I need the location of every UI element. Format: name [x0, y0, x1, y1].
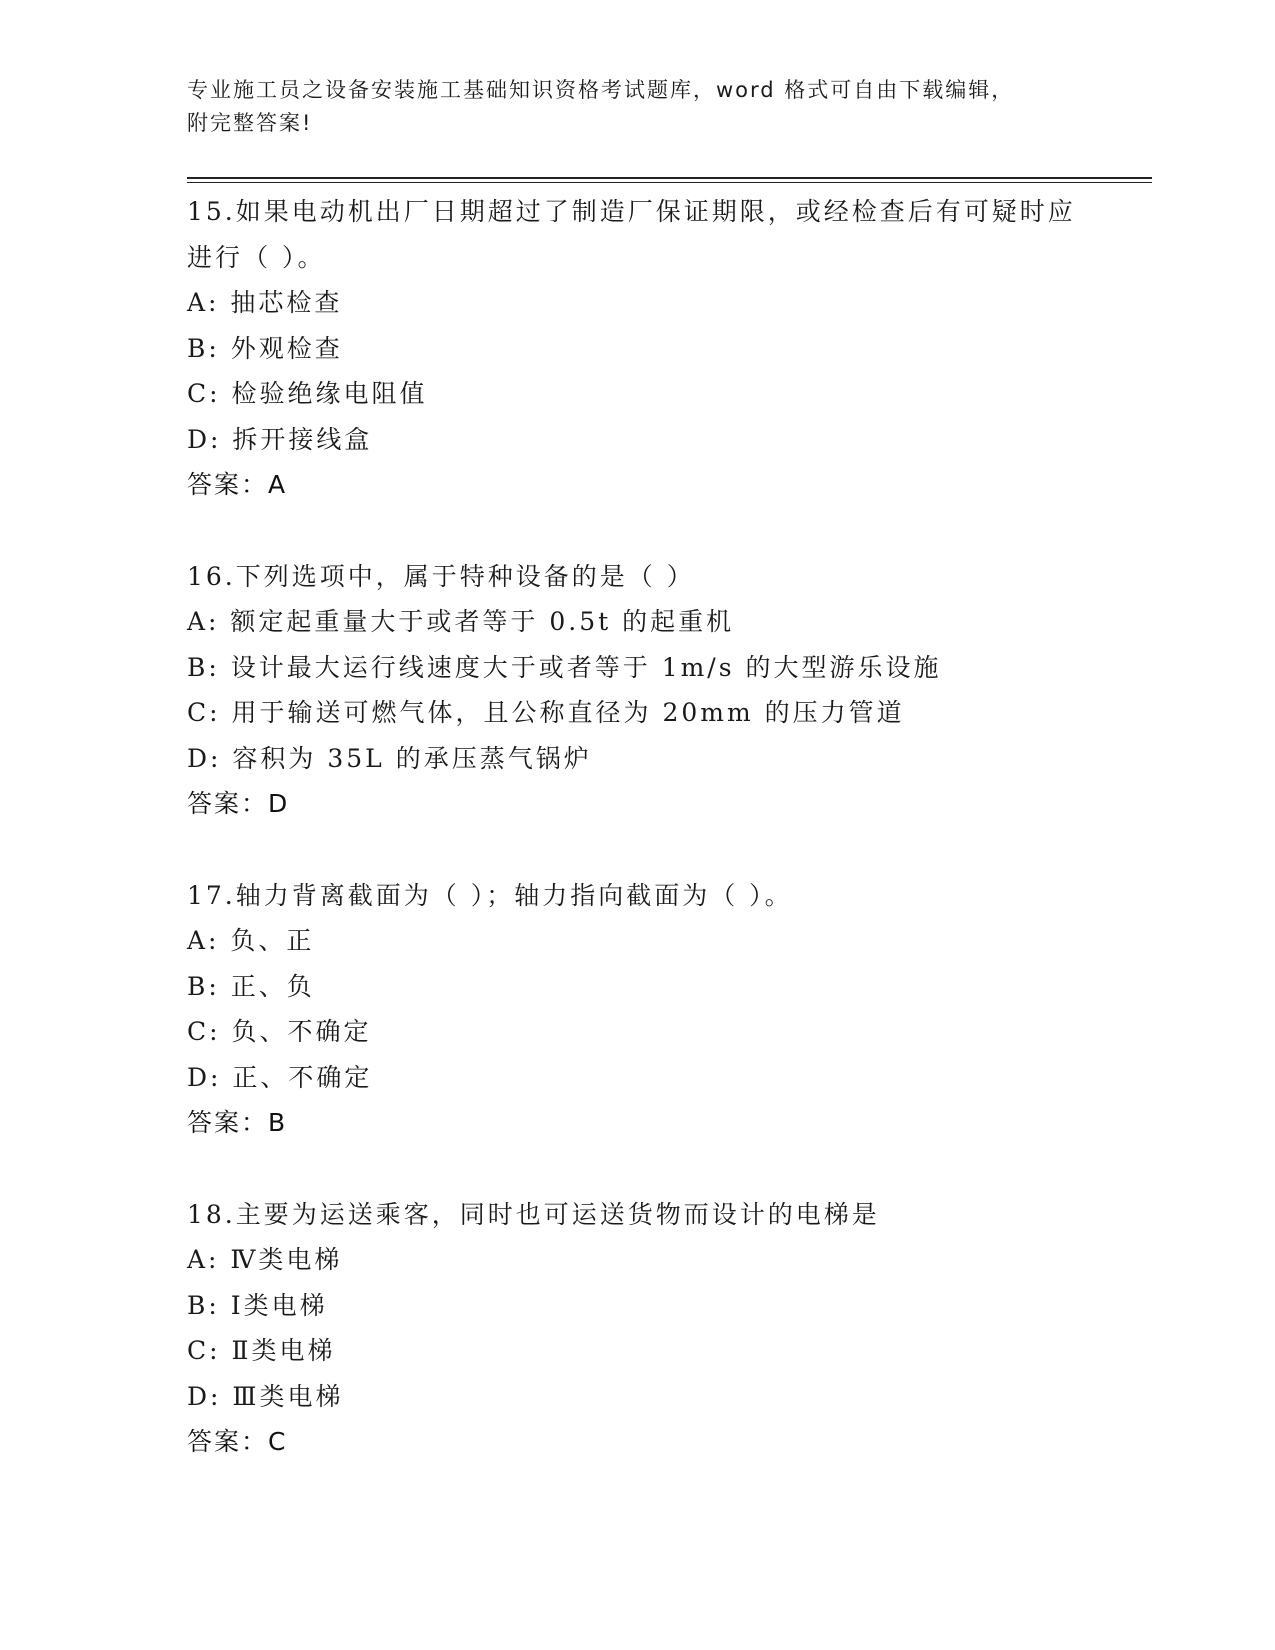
header-divider-thin — [187, 182, 1152, 183]
question-stem: 18.主要为运送乘客，同时也可运送货物而设计的电梯是 — [187, 1199, 880, 1229]
question-list — [187, 189, 1152, 1511]
option-a: A: Ⅳ类电梯 — [187, 1245, 343, 1274]
answer-label: 答案：B — [187, 1108, 288, 1137]
option-b: B: 正、负 — [187, 971, 315, 1001]
answer-label: 答案：A — [187, 470, 288, 499]
option-d: D: 容积为 35L 的承压蒸气锅炉 — [187, 743, 592, 773]
question-17 — [187, 873, 1152, 1146]
header-line-2: 附完整答案! — [187, 111, 313, 135]
option-a: A: 负、正 — [187, 926, 315, 955]
question-stem: 15.如果电动机出厂日期超过了制造厂保证期限，或经检查后有可疑时应进行（ ）。 — [187, 197, 1076, 272]
answer-label: 答案：D — [187, 789, 290, 818]
option-c: C: Ⅱ类电梯 — [187, 1336, 336, 1365]
option-d: D: 正、不确定 — [187, 1062, 373, 1092]
question-18 — [187, 1192, 1152, 1465]
question-15 — [187, 189, 1152, 508]
option-d: D: Ⅲ类电梯 — [187, 1381, 344, 1411]
header-line-1: 专业施工员之设备安装施工基础知识资格考试题库，word 格式可自由下载编辑， — [187, 78, 1015, 102]
option-c: C: 负、不确定 — [187, 1017, 372, 1046]
answer-label: 答案：C — [187, 1427, 288, 1456]
option-d: D: 拆开接线盒 — [187, 424, 373, 454]
header-divider-thick — [187, 177, 1152, 179]
option-c: C: 用于输送可燃气体，且公称直径为 20mm 的压力管道 — [187, 698, 905, 727]
option-c: C: 检验绝缘电阻值 — [187, 379, 428, 408]
option-b: B: 设计最大运行线速度大于或者等于 1m/s 的大型游乐设施 — [187, 652, 942, 682]
option-a: A: 额定起重量大于或者等于 0.5t 的起重机 — [187, 607, 735, 636]
document-header — [187, 74, 1067, 140]
question-stem: 16.下列选项中，属于特种设备的是（ ） — [187, 561, 695, 591]
option-a: A: 抽芯检查 — [187, 288, 343, 317]
question-16 — [187, 554, 1152, 827]
option-b: B: Ⅰ类电梯 — [187, 1290, 328, 1320]
option-b: B: 外观检查 — [187, 333, 343, 363]
question-stem: 17.轴力背离截面为（ ）；轴力指向截面为（ ）。 — [187, 880, 793, 910]
